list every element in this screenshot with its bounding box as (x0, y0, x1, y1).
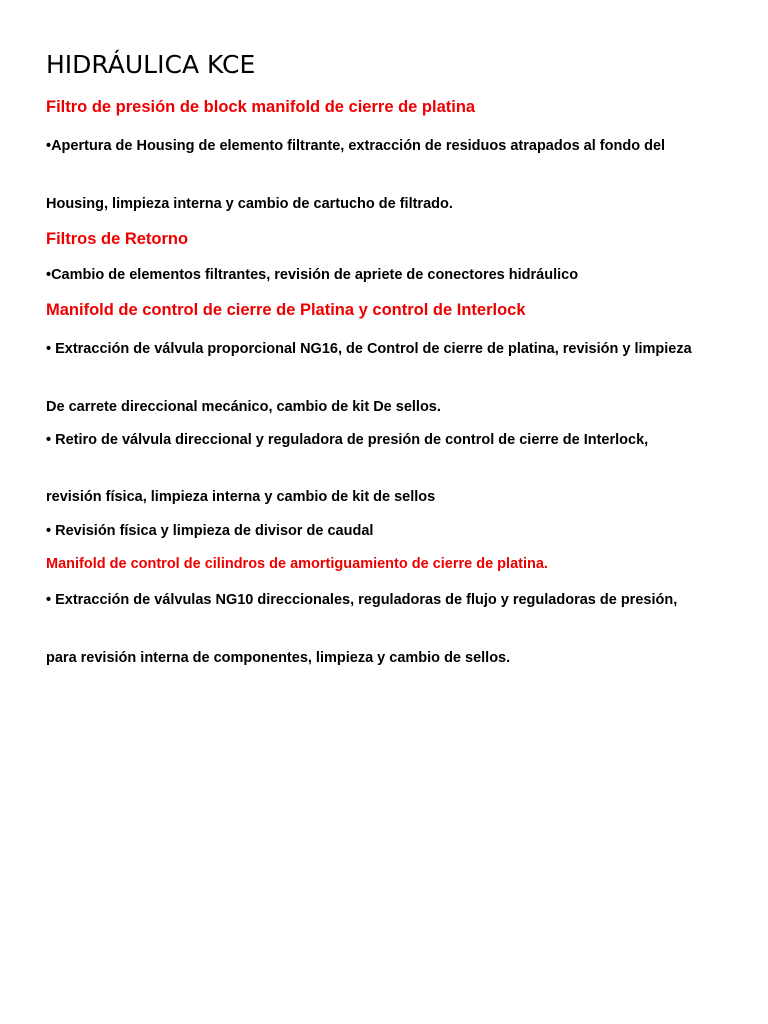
section-paragraph: revisión física, limpieza interna y cambio de kit de sellos (46, 489, 436, 505)
section-paragraph: Housing, limpieza interna y cambio de cartucho de filtrado. (46, 196, 453, 212)
document-title: HIDRÁULICA KCE (46, 50, 256, 79)
section-paragraph: • Extracción de válvula proporcional NG16, de Control de cierre de platina, revisión y limpieza (46, 341, 692, 357)
section-heading-return-filters: Filtros de Retorno (46, 230, 189, 248)
section-paragraph: • Revisión física y limpieza de divisor de caudal (46, 523, 374, 539)
section-paragraph: •Apertura de Housing de elemento filtrante, extracción de residuos atrapados al fondo del (46, 138, 666, 154)
section-paragraph: •Cambio de elementos filtrantes, revisión de apriete de conectores hidráulico (46, 267, 579, 283)
section-paragraph: • Extracción de válvulas NG10 direccionales, reguladoras de flujo y reguladoras de presión, (46, 592, 678, 608)
section-heading-platen-interlock-manifold: Manifold de control de cierre de Platina y control de Interlock (46, 301, 526, 319)
section-paragraph: • Retiro de válvula direccional y reguladora de presión de control de cierre de Interlock, (46, 432, 649, 448)
section-paragraph: De carrete direccional mecánico, cambio de kit De sellos. (46, 399, 441, 415)
section-heading-pressure-filter: Filtro de presión de block manifold de cierre de platina (46, 98, 476, 116)
section-heading-cushion-cylinders-manifold: Manifold de control de cilindros de amortiguamiento de cierre de platina. (46, 556, 548, 572)
section-paragraph: para revisión interna de componentes, limpieza y cambio de sellos. (46, 650, 511, 666)
